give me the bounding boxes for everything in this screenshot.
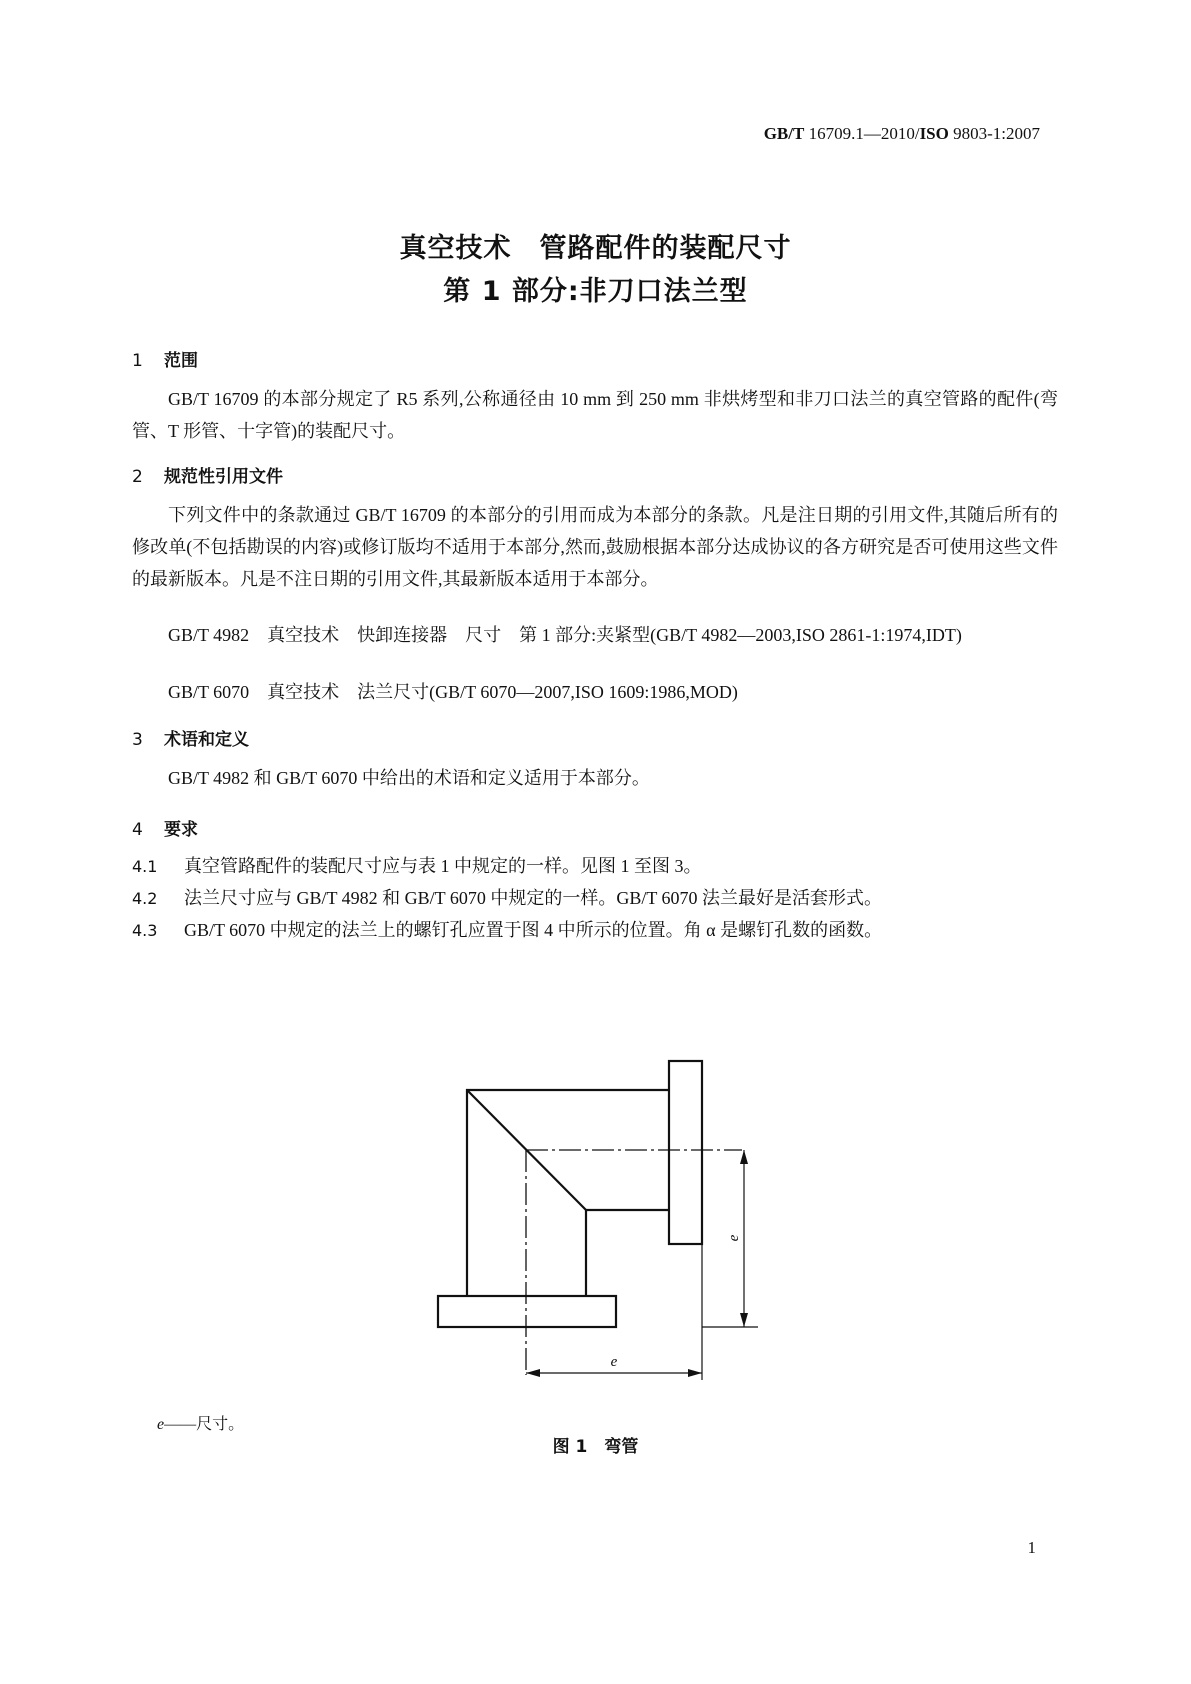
legend-symbol: e <box>157 1416 165 1433</box>
arrow-right <box>688 1369 702 1377</box>
iso-prefix: ISO <box>919 124 949 143</box>
requirement-number: 4.2 <box>132 889 158 908</box>
requirement-text: 法兰尺寸应与 GB/T 4982 和 GB/T 6070 中规定的一样。GB/T 6070 法兰最好是活套形式。 <box>184 888 883 908</box>
section-number: 2 <box>132 467 143 487</box>
section-title: 术语和定义 <box>164 730 249 750</box>
section-1-body: GB/T 16709 的本部分规定了 R5 系列,公称通径由 10 mm 到 250 mm 非烘烤型和非刀口法兰的真空管路的配件(弯管、T 形管、十字管)的装配尺寸。 <box>132 389 1058 441</box>
requirement-text: GB/T 6070 中规定的法兰上的螺钉孔应置于图 4 中所示的位置。角 α 是螺钉孔数的函数。 <box>184 920 883 940</box>
requirement-number: 4.1 <box>132 857 158 876</box>
requirement-number: 4.3 <box>132 921 158 940</box>
section-3-body: GB/T 4982 和 GB/T 6070 中给出的术语和定义适用于本部分。 <box>168 768 650 788</box>
normative-reference-1: GB/T 4982 真空技术 快卸连接器 尺寸 第 1 部分:夹紧型(GB/T 4982—2003,ISO 2861-1:1974,IDT) <box>168 625 962 645</box>
dimension-label-horizontal: e <box>610 1354 618 1370</box>
section-2-body: 下列文件中的条款通过 GB/T 16709 的本部分的引用而成为本部分的条款。凡是注日期的引用文件,其随后所有的修改单(不包括勘误的内容)或修订版均不适用于本部分,然而,鼓励根据本部分达成协议的各方研究是否可使用这些文件的最新版本。凡是不注日期的引用文件,其最新版本适用于本部分。 <box>132 505 1058 589</box>
section-title: 要求 <box>164 820 198 840</box>
elbow-outline <box>438 1061 702 1327</box>
vertical-flange <box>669 1061 702 1244</box>
section-number: 1 <box>132 351 143 371</box>
document-subtitle: 第 1 部分:非刀口法兰型 <box>443 276 748 307</box>
centerlines <box>526 1150 742 1375</box>
arrow-up <box>740 1150 748 1164</box>
figure-legend <box>157 1411 244 1434</box>
section-title: 范围 <box>164 351 198 371</box>
section-title: 规范性引用文件 <box>164 467 283 487</box>
std-prefix: GB/T <box>763 124 805 143</box>
horizontal-flange <box>438 1296 616 1327</box>
section-number: 4 <box>132 820 143 840</box>
figure-caption: 图 1 弯管 <box>552 1437 639 1457</box>
iso-number: 9803-1:2007 <box>948 124 1040 143</box>
arrow-down <box>740 1313 748 1327</box>
legend-text: ——尺寸。 <box>164 1416 245 1433</box>
std-number: 16709.1—2010/ <box>804 124 920 143</box>
dimension-label-vertical: e <box>726 1234 742 1242</box>
section-number: 3 <box>132 730 143 750</box>
arrow-left <box>526 1369 540 1377</box>
requirement-text: 真空管路配件的装配尺寸应与表 1 中规定的一样。见图 1 至图 3。 <box>184 856 702 876</box>
document-title: 真空技术 管路配件的装配尺寸 <box>399 233 792 264</box>
normative-reference-2: GB/T 6070 真空技术 法兰尺寸(GB/T 6070—2007,ISO 1609:1986,MOD) <box>168 682 738 702</box>
page-number: 1 <box>1027 1538 1036 1557</box>
inner-pipe-wall <box>586 1210 669 1296</box>
